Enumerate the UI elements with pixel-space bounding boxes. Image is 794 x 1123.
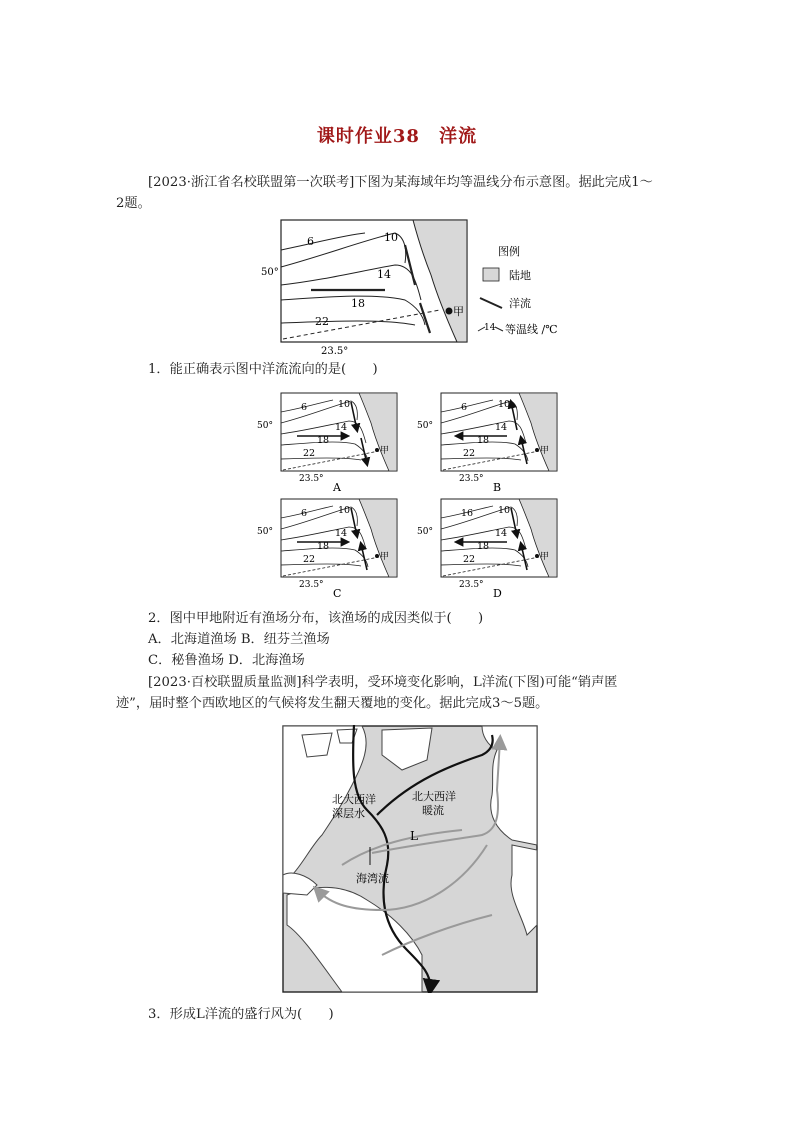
- iso-label-18: 18: [477, 435, 490, 446]
- lat-50-label: 50°: [257, 527, 273, 537]
- option-map-c[interactable]: [253, 494, 403, 598]
- atlantic-current-map: [282, 725, 538, 993]
- legend-iso-label: 等温线 /℃: [505, 323, 558, 336]
- iso-label-6: 6: [301, 402, 308, 413]
- intro-2-line-2: 迹”，届时整个西欧地区的气候将发生翻天覆地的变化。据此完成3～5题。: [116, 696, 549, 711]
- l-current-label: L: [410, 829, 418, 843]
- intro-1-line-2: 2题。: [116, 196, 151, 211]
- iso-label-14: 14: [335, 528, 348, 539]
- warm-current-label-2: 暖流: [422, 804, 444, 817]
- lat-235-label: 23.5°: [321, 346, 349, 357]
- option-label-a: A: [333, 481, 341, 492]
- iso-label-14: 14: [377, 268, 391, 281]
- page-title: [0, 122, 794, 148]
- lat-50-label: 50°: [257, 421, 273, 431]
- legend-current-swatch: [480, 298, 502, 308]
- place-label: 甲: [540, 446, 550, 456]
- isotherm-map: [255, 215, 575, 360]
- lat-235-label: 23.5°: [299, 580, 324, 590]
- location-jia: [535, 448, 539, 452]
- iso-label-14: 14: [495, 422, 508, 433]
- lat-235-label: 23.5°: [459, 580, 484, 590]
- intro-2-line-1: [2023·百校联盟质量监测]科学表明，受环境变化影响，L洋流(下图)可能“销声匿: [148, 675, 618, 690]
- lat-235-label: 23.5°: [459, 474, 484, 484]
- title-topic: 洋流: [439, 126, 478, 147]
- lat-235-label: 23.5°: [299, 474, 324, 484]
- iso-label-16: 16: [461, 508, 474, 519]
- iso-label-10: 10: [384, 231, 398, 244]
- iso-label-18: 18: [317, 541, 330, 552]
- iso-label-18: 18: [351, 297, 365, 310]
- place-label: 甲: [540, 552, 550, 562]
- iso-label-6: 6: [307, 235, 314, 248]
- iso-label-22: 22: [303, 554, 316, 565]
- option-map-d[interactable]: [413, 494, 563, 598]
- gulf-stream-label: 海湾流: [356, 872, 389, 885]
- location-jia: [375, 448, 379, 452]
- iso-label-22: 22: [463, 554, 476, 565]
- warm-current-label-1: 北大西洋: [412, 790, 456, 803]
- legend-iso-num: 14: [484, 323, 496, 333]
- location-jia: [375, 554, 379, 558]
- iso-label-10: 10: [338, 399, 351, 410]
- lat-50-label: 50°: [261, 267, 279, 278]
- option-map-b[interactable]: [413, 388, 563, 492]
- iso-label-6: 6: [461, 402, 468, 413]
- iso-label-22: 22: [463, 448, 476, 459]
- place-label: 甲: [380, 446, 390, 456]
- iso-label-18: 18: [317, 435, 330, 446]
- location-jia: [535, 554, 539, 558]
- iso-label-18: 18: [477, 541, 490, 552]
- arctic-island-1: [302, 733, 332, 757]
- legend-title: 图例: [498, 245, 520, 258]
- iso-label-22: 22: [303, 448, 316, 459]
- lat-50-label: 50°: [417, 527, 433, 537]
- option-label-b: B: [493, 481, 502, 492]
- iso-label-14: 14: [495, 528, 508, 539]
- option-label-c: C: [333, 587, 342, 598]
- iso-label-22: 22: [315, 315, 329, 328]
- legend-land-label: 陆地: [509, 269, 531, 282]
- iso-label-14: 14: [335, 422, 348, 433]
- place-label: 甲: [380, 552, 390, 562]
- question-2-options-ab: A．北海道渔场 B．纽芬兰渔场: [148, 632, 330, 647]
- iso-label-6: 6: [301, 508, 308, 519]
- question-2: 2．图中甲地附近有渔场分布，该渔场的成因类似于( ): [148, 611, 484, 626]
- legend-land-swatch: [483, 268, 499, 281]
- option-map-a[interactable]: [253, 388, 403, 492]
- iso-label-10: 10: [338, 505, 351, 516]
- deep-water-label-2: 深层水: [332, 807, 365, 820]
- legend-current-label: 洋流: [509, 297, 531, 310]
- deep-water-label-1: 北大西洋: [332, 793, 376, 806]
- intro-1-line-1: [2023·浙江省名校联盟第一次联考]下图为某海域年均等温线分布示意图。据此完成1～: [148, 175, 653, 190]
- legend: [478, 244, 558, 336]
- title-main: 课时作业38: [316, 126, 420, 147]
- iso-label-10: 10: [498, 399, 511, 410]
- lat-50-label: 50°: [417, 421, 433, 431]
- iso-label-10: 10: [498, 505, 511, 516]
- question-2-options-cd: C．秘鲁渔场 D．北海渔场: [148, 653, 305, 668]
- option-label-d: D: [493, 587, 502, 598]
- question-1: 1．能正确表示图中洋流流向的是( ): [148, 362, 378, 377]
- question-3: 3．形成L洋流的盛行风为( ): [148, 1007, 334, 1022]
- location-jia: [446, 308, 453, 315]
- place-label: 甲: [453, 305, 464, 318]
